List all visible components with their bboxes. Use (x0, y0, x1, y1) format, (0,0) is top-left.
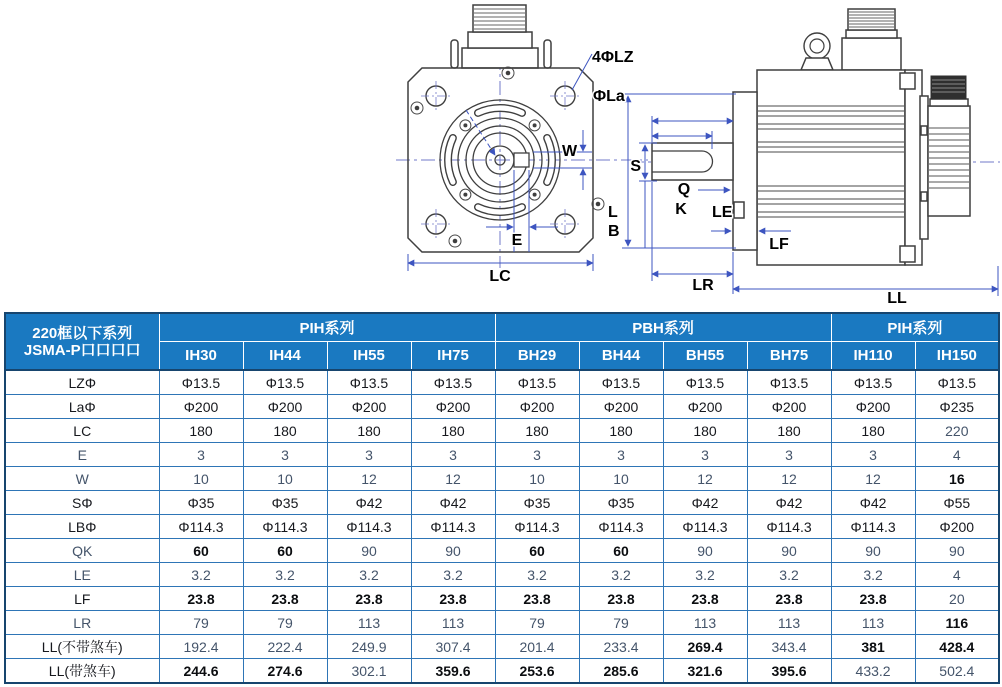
table-cell: Φ200 (747, 395, 831, 419)
table-cell: 269.4 (663, 635, 747, 659)
table-cell: Φ13.5 (831, 370, 915, 395)
table-cell: 192.4 (159, 635, 243, 659)
table-cell: 3 (663, 443, 747, 467)
row-label: LZΦ (5, 370, 159, 395)
table-cell: Φ200 (495, 395, 579, 419)
table-cell: 3.2 (579, 563, 663, 587)
table-cell: 4 (915, 563, 999, 587)
table-row (5, 467, 999, 491)
table-cell: Φ13.5 (915, 370, 999, 395)
col-header-IH110: IH110 (831, 342, 915, 371)
dim-label-lr: LR (692, 277, 714, 294)
dim-label-b: B (608, 223, 620, 240)
table-cell: Φ200 (831, 395, 915, 419)
col-header-IH44: IH44 (243, 342, 327, 371)
table-cell: 23.8 (159, 587, 243, 611)
table-row (5, 539, 999, 563)
dim-label-la: ΦLa (593, 88, 625, 105)
row-label: LBΦ (5, 515, 159, 539)
table-cell: 23.8 (831, 587, 915, 611)
table-cell: 180 (579, 419, 663, 443)
table-cell: 12 (663, 467, 747, 491)
table-cell: 180 (663, 419, 747, 443)
row-label: E (5, 443, 159, 467)
table-cell: 12 (327, 467, 411, 491)
col-header-BH29: BH29 (495, 342, 579, 371)
row-label: W (5, 467, 159, 491)
row-label: LF (5, 587, 159, 611)
table-cell: 381 (831, 635, 915, 659)
table-cell: 90 (327, 539, 411, 563)
table-cell: 90 (747, 539, 831, 563)
table-cell: 220 (915, 419, 999, 443)
table-cell: 180 (159, 419, 243, 443)
table-cell: 116 (915, 611, 999, 635)
table-cell: 23.8 (327, 587, 411, 611)
table-cell: 23.8 (411, 587, 495, 611)
table-cell: 79 (579, 611, 663, 635)
table-cell: Φ42 (327, 491, 411, 515)
table-cell: Φ42 (747, 491, 831, 515)
table-cell: 10 (159, 467, 243, 491)
table-cell: Φ114.3 (663, 515, 747, 539)
shaft (652, 143, 733, 180)
row-label: LL(带煞车) (5, 659, 159, 684)
table-cell: Φ42 (831, 491, 915, 515)
dim-label-w: W (562, 143, 578, 160)
table-cell: 113 (663, 611, 747, 635)
group-header-PIH系列: PIH系列 (831, 313, 999, 342)
dim-label-q: Q (677, 181, 691, 198)
technical-drawing (0, 0, 1002, 312)
row-label: LC (5, 419, 159, 443)
table-row (5, 395, 999, 419)
table-cell: 3 (831, 443, 915, 467)
group-header-PBH系列: PBH系列 (495, 313, 831, 342)
table-cell: 60 (159, 539, 243, 563)
end-cap-tab (900, 73, 915, 89)
spec-table-container (4, 312, 1000, 684)
table-cell: 113 (327, 611, 411, 635)
table-row (5, 491, 999, 515)
shaft-keyway-front (514, 153, 529, 167)
row-label: QK (5, 539, 159, 563)
table-cell: Φ13.5 (495, 370, 579, 395)
table-cell: 23.8 (663, 587, 747, 611)
table-cell: 16 (915, 467, 999, 491)
table-cell: Φ42 (411, 491, 495, 515)
table-cell: 3.2 (747, 563, 831, 587)
table-cell: 359.6 (411, 659, 495, 684)
dim-ll (733, 266, 998, 296)
table-cell: 60 (579, 539, 663, 563)
col-header-IH150: IH150 (915, 342, 999, 371)
dim-label-l: L (608, 204, 618, 221)
table-cell: 90 (915, 539, 999, 563)
table-cell: 90 (411, 539, 495, 563)
table-cell: 4 (915, 443, 999, 467)
table-cell: 274.6 (243, 659, 327, 684)
row-label: LL(不带煞车) (5, 635, 159, 659)
row-label: SΦ (5, 491, 159, 515)
table-cell: 12 (747, 467, 831, 491)
table-cell: Φ114.3 (159, 515, 243, 539)
side-view (593, 9, 1000, 307)
table-cell: 3.2 (411, 563, 495, 587)
flange-key-tab (734, 202, 744, 218)
dim-label-s: S (630, 158, 641, 175)
eye-bolt (801, 33, 833, 70)
table-cell: 23.8 (579, 587, 663, 611)
table-row (5, 515, 999, 539)
dim-label-ll: LL (887, 290, 907, 307)
table-cell: 321.6 (663, 659, 747, 684)
table-cell: 3 (579, 443, 663, 467)
table-cell: 113 (747, 611, 831, 635)
table-cell: Φ114.3 (411, 515, 495, 539)
table-cell: 395.6 (747, 659, 831, 684)
table-cell: 23.8 (495, 587, 579, 611)
table-cell: Φ200 (915, 515, 999, 539)
dim-label-k: K (675, 201, 687, 218)
table-cell: 3 (747, 443, 831, 467)
table-cell: 3.2 (159, 563, 243, 587)
table-cell: Φ235 (915, 395, 999, 419)
table-cell: Φ13.5 (411, 370, 495, 395)
table-cell: 180 (495, 419, 579, 443)
col-header-BH55: BH55 (663, 342, 747, 371)
table-cell: 23.8 (243, 587, 327, 611)
table-cell: Φ35 (579, 491, 663, 515)
table-cell: 307.4 (411, 635, 495, 659)
mounting-pin (544, 40, 551, 68)
table-cell: 12 (411, 467, 495, 491)
table-cell: Φ114.3 (243, 515, 327, 539)
end-cap-tab (900, 246, 915, 262)
table-cell: 20 (915, 587, 999, 611)
table-row (5, 611, 999, 635)
table-cell: Φ114.3 (495, 515, 579, 539)
table-cell: 3 (411, 443, 495, 467)
table-cell: 3.2 (663, 563, 747, 587)
table-cell: Φ200 (579, 395, 663, 419)
table-row (5, 370, 999, 395)
table-cell: 3 (243, 443, 327, 467)
table-cell: 60 (495, 539, 579, 563)
table-cell: 3.2 (831, 563, 915, 587)
side-top-connector (842, 9, 901, 70)
row-label: LR (5, 611, 159, 635)
table-cell: Φ114.3 (579, 515, 663, 539)
table-row (5, 419, 999, 443)
table-cell: Φ13.5 (159, 370, 243, 395)
table-cell: 12 (831, 467, 915, 491)
table-cell: 3 (159, 443, 243, 467)
dim-label-le: LE (712, 204, 733, 221)
dim-label-e: E (511, 232, 523, 249)
table-cell: 3.2 (243, 563, 327, 587)
table-cell: 343.4 (747, 635, 831, 659)
col-header-BH75: BH75 (747, 342, 831, 371)
table-cell: 233.4 (579, 635, 663, 659)
table-cell: 90 (663, 539, 747, 563)
table-cell: Φ114.3 (831, 515, 915, 539)
table-cell: Φ13.5 (747, 370, 831, 395)
table-cell: Φ200 (243, 395, 327, 419)
col-header-IH55: IH55 (327, 342, 411, 371)
table-cell: 222.4 (243, 635, 327, 659)
table-cell: Φ13.5 (327, 370, 411, 395)
dim-label-lc: LC (489, 268, 511, 285)
table-cell: 249.9 (327, 635, 411, 659)
table-cell: Φ200 (663, 395, 747, 419)
table-cell: Φ42 (663, 491, 747, 515)
dim-label-lf: LF (769, 236, 789, 253)
table-row (5, 635, 999, 659)
mounting-pin (451, 40, 458, 68)
table-cell: 10 (243, 467, 327, 491)
table-cell: 3 (327, 443, 411, 467)
table-row (5, 659, 999, 684)
table-cell: 79 (495, 611, 579, 635)
table-cell: 180 (831, 419, 915, 443)
table-cell: 428.4 (915, 635, 999, 659)
table-cell: Φ35 (159, 491, 243, 515)
table-cell: Φ200 (327, 395, 411, 419)
table-cell: Φ114.3 (327, 515, 411, 539)
dim-k (652, 116, 733, 142)
table-cell: Φ114.3 (747, 515, 831, 539)
table-row (5, 587, 999, 611)
table-cell: 10 (579, 467, 663, 491)
table-cell: 3 (495, 443, 579, 467)
front-view (396, 5, 648, 285)
table-row (5, 563, 999, 587)
col-header-IH75: IH75 (411, 342, 495, 371)
table-cell: 502.4 (915, 659, 999, 684)
spec-table (4, 312, 1000, 684)
table-cell: Φ35 (243, 491, 327, 515)
table-cell: 180 (411, 419, 495, 443)
table-cell: 3.2 (495, 563, 579, 587)
table-cell: 433.2 (831, 659, 915, 684)
table-cell: 253.6 (495, 659, 579, 684)
table-cell: 3.2 (327, 563, 411, 587)
table-cell: 113 (831, 611, 915, 635)
table-cell: 180 (327, 419, 411, 443)
table-cell: 244.6 (159, 659, 243, 684)
row-label: LaΦ (5, 395, 159, 419)
table-cell: 10 (495, 467, 579, 491)
table-cell: 180 (747, 419, 831, 443)
front-flange-plate (733, 92, 757, 250)
table-row (5, 443, 999, 467)
table-corner-header: 220框以下系列 JSMA-P口口口口 (5, 313, 159, 370)
table-cell: Φ55 (915, 491, 999, 515)
col-header-BH44: BH44 (579, 342, 663, 371)
front-top-connector (451, 5, 551, 68)
row-label: LE (5, 563, 159, 587)
col-header-IH30: IH30 (159, 342, 243, 371)
table-cell: 302.1 (327, 659, 411, 684)
table-cell: Φ35 (495, 491, 579, 515)
table-cell: 201.4 (495, 635, 579, 659)
table-cell: Φ200 (411, 395, 495, 419)
table-cell: 113 (411, 611, 495, 635)
dim-label-lz: 4ΦLZ (592, 49, 634, 66)
table-cell: 90 (831, 539, 915, 563)
table-cell: 180 (243, 419, 327, 443)
table-cell: 285.6 (579, 659, 663, 684)
encoder-assembly (920, 76, 970, 239)
table-cell: Φ13.5 (663, 370, 747, 395)
table-cell: 79 (159, 611, 243, 635)
table-cell: 79 (243, 611, 327, 635)
table-cell: 60 (243, 539, 327, 563)
table-cell: Φ13.5 (579, 370, 663, 395)
group-header-PIH系列: PIH系列 (159, 313, 495, 342)
table-cell: Φ13.5 (243, 370, 327, 395)
table-cell: 23.8 (747, 587, 831, 611)
table-cell: Φ200 (159, 395, 243, 419)
